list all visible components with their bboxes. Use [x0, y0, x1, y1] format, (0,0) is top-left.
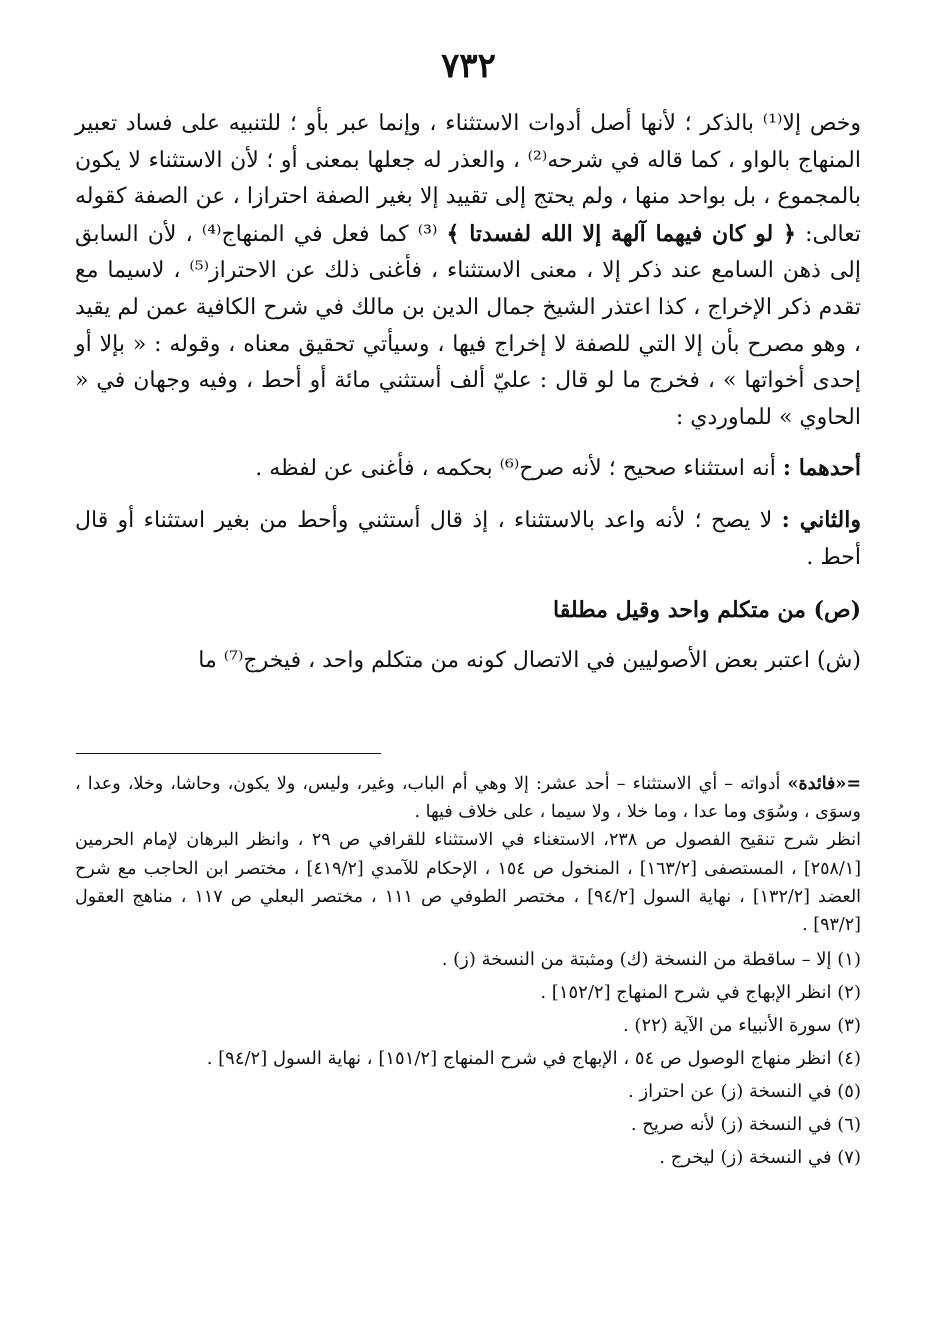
footnote-item: (٧) في النسخة (ز) ليخرج .: [659, 1147, 861, 1169]
paragraph-main: [75, 106, 861, 436]
opinion-second-text: لا يصح ؛ لأنه واعد بالاستثناء ، إذ قال أستثني وأحط من بغير استثناء أو قال أحط .: [75, 507, 861, 570]
footnote-divider: [76, 753, 381, 754]
footnote-item: (٢) انظر الإبهاج في شرح المنهاج [١٥٢/٢] .: [540, 982, 861, 1004]
faida-note: [75, 770, 861, 826]
footnotes-section: [75, 770, 861, 1174]
page-number: ٧٣٢: [441, 46, 496, 86]
footnote-list: [75, 943, 861, 1174]
opinion-first-label: أحدهما :: [782, 455, 861, 482]
paragraph-text: وخص إلا⁽¹⁾ بالذكر ؛ لأنها أصل أدوات الاستثناء ، وإنما عبر بأو ؛ للتنبيه على فساد تعبير المنهاج بالواو ، كما قاله في شرحه⁽²⁾ ، والعذر له جعلها بمعنى أو ؛ لأن الاستثناء لا يكون بالمجموع ، بل بواحد منها ، ولم يحتج إلى تقييد إلا بغير الصفة احترازا ، عن الصفة كقوله تعالى:: [75, 111, 861, 247]
faida-text: أدواته – أي الاستثناء – أحد عشر: إلا وهي أم الباب، وغير، وليس، ولا يكون، وحاشا، وخلا، وعدا ، وسوَى ، وسُوَى وما عدا ، وما خلا ، ولا سيما ، على خلاف فيها .: [75, 774, 861, 823]
footnote-item: (٤) انظر منهاج الوصول ص ٥٤ ، الإبهاج في شرح المنهاج [١٥١/٢] ، نهاية السول [٩٤/٢] .: [206, 1048, 861, 1070]
main-text: [75, 106, 861, 679]
opinion-first: [75, 450, 861, 488]
quran-verse: ﴿ لو كان فيهما آلهة إلا الله لفسدتا ﴾: [446, 220, 796, 247]
opinion-second: [75, 502, 861, 576]
opinion-first-text: أنه استثناء صحيح ؛ لأنه صرح⁽⁶⁾ بحكمه ، فأغنى عن لفظه .: [255, 456, 776, 482]
opinion-second-label: والثاني :: [781, 506, 862, 533]
sharh-line: (ش) اعتبر بعض الأصوليين في الاتصال كونه من متكلم واحد ، فيخرج⁽⁷⁾ ما: [198, 647, 861, 673]
matn-heading: (ص) من متكلم واحد وقيل مطلقا: [552, 597, 861, 624]
footnote-item: (٥) في النسخة (ز) عن احتراز .: [628, 1081, 861, 1103]
faida-label: =«فائدة»: [787, 774, 861, 794]
footnote-item: (٦) في النسخة (ز) لأنه صريح .: [630, 1114, 861, 1136]
footnote-item: (١) إلا – ساقطة من النسخة (ك) ومثبتة من النسخة (ز) .: [441, 949, 861, 971]
references-note: انظر شرح تنقيح الفصول ص ٢٣٨، الاستغناء في الاستثناء للقرافي ص ٢٩ ، وانظر البرهان لإمام الحرمين [٢٥٨/١] ، المستصفى [١٦٣/٢] ، المنخول ص ١٥٤ ، الإحكام للآمدي [٤١٩/٢] ، مختصر ابن الحاجب مع شرح العضد [١٣٢/٢] ، نهاية السول [٩٤/٢] ، مختصر الطوفي ص ١١١ ، مختصر البعلي ص ١١٧ ، مناهج العقول [٩٣/٢] .: [75, 830, 862, 936]
paragraph-text-continued: ⁽³⁾ كما فعل في المنهاج⁽⁴⁾ ، لأن السابق إلى ذهن السامع عند ذكر إلا ، معنى الاستثناء ، فأغنى ذلك عن الاحتراز⁽⁵⁾ ، لاسيما مع تقدم ذكر الإخراج ، كذا اعتذر الشيخ جمال الدين بن مالك في شرح الكافية عمن لم يقيد ، وهو مصرح بأن إلا التي للصفة لا إخراج فيها ، وسيأتي تحقيق معناه ، وقوله : « بإلا أو إحدى أخواتها » ، فخرج ما لو قال : عليّ ألف أستثني مائة أو أحط ، وفيه وجهان في « الحاوي » للماوردي :: [75, 221, 861, 430]
footnote-item: (٣) سورة الأنبياء من الآية (٢٢) .: [622, 1015, 861, 1037]
